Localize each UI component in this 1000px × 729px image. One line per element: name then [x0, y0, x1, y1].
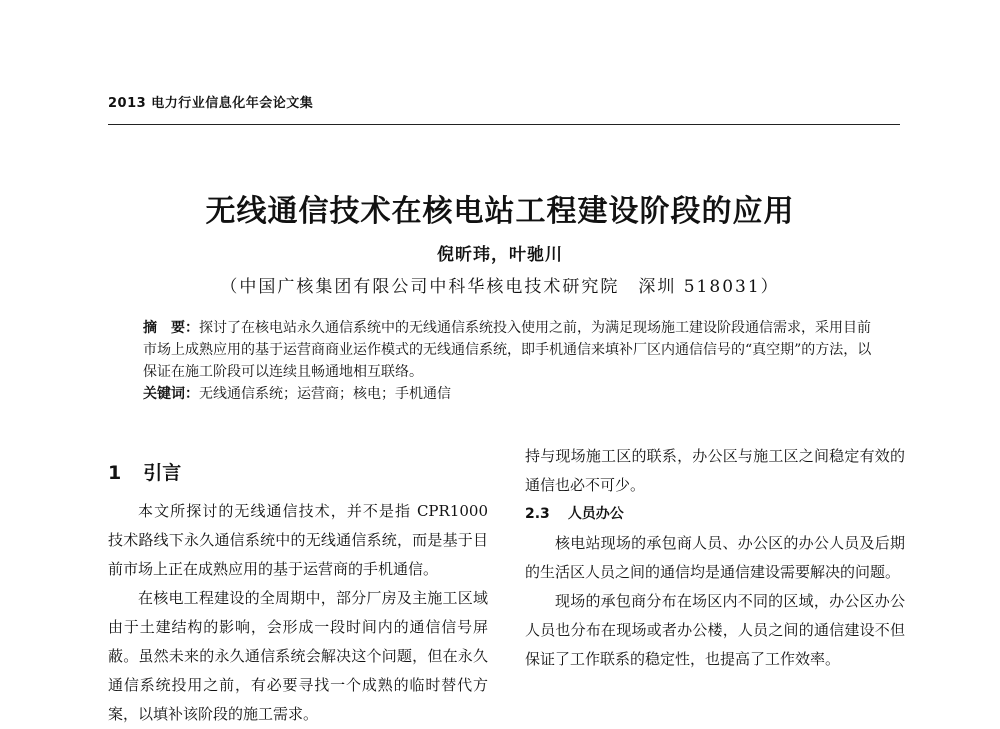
- left-column: [108, 497, 488, 729]
- section-title: 引言: [143, 462, 182, 484]
- subsection-heading: [525, 500, 905, 529]
- abstract-block: [143, 317, 883, 405]
- right-column: [525, 442, 905, 674]
- section-number: 1: [108, 462, 122, 484]
- subsection-title: 人员办公: [567, 506, 624, 522]
- subsection-number: 2.3: [525, 506, 550, 522]
- header-rule: [108, 124, 900, 125]
- keywords-label: 关键词：: [143, 386, 199, 402]
- running-header: 2013 电力行业信息化年会论文集: [108, 96, 314, 111]
- paper-affiliation: （中国广核集团有限公司中科华核电技术研究院 深圳 518031）: [220, 277, 780, 297]
- abstract-text: 探讨了在核电站永久通信系统中的无线通信系统投入使用之前，为满足现场施工建设阶段通信需求，采用目前市场上成熟应用的基于运营商商业运作模式的无线通信系统，即手机通信来填补厂区内通信信号的“真空期”的方法，以保证在施工阶段可以连续且畅通地相互联络。: [143, 320, 872, 380]
- body-paragraph: 现场的承包商分布在场区内不同的区域，办公区办公人员也分布在现场或者办公楼，人员之间的通信建设不但保证了工作联系的稳定性，也提高了工作效率。: [525, 592, 905, 668]
- body-paragraph: 在核电工程建设的全周期中，部分厂房及主施工区域由于土建结构的影响，会形成一段时间内的通信信号屏蔽。虽然未来的永久通信系统会解决这个问题，但在永久通信系统投用之前，有必要寻找一个成熟的临时替代方案，以填补该阶段的施工需求。: [108, 589, 488, 723]
- abstract-label: 摘 要：: [143, 320, 199, 336]
- paper-title: 无线通信技术在核电站工程建设阶段的应用: [205, 194, 795, 229]
- paper-authors: 倪昕玮，叶驰川: [437, 245, 563, 265]
- section-heading: [108, 458, 181, 485]
- body-paragraph: 本文所探讨的无线通信技术，并不是指 CPR1000 技术路线下永久通信系统中的无线通信系统，而是基于目前市场上正在成熟应用的基于运营商的手机通信。: [108, 502, 488, 578]
- keywords-text: 无线通信系统；运营商；核电；手机通信: [199, 386, 451, 402]
- body-paragraph-continuation: 持与现场施工区的联系，办公区与施工区之间稳定有效的通信也必不可少。: [525, 447, 905, 494]
- body-paragraph: 核电站现场的承包商人员、办公区的办公人员及后期的生活区人员之间的通信均是通信建设需要解决的问题。: [525, 534, 905, 581]
